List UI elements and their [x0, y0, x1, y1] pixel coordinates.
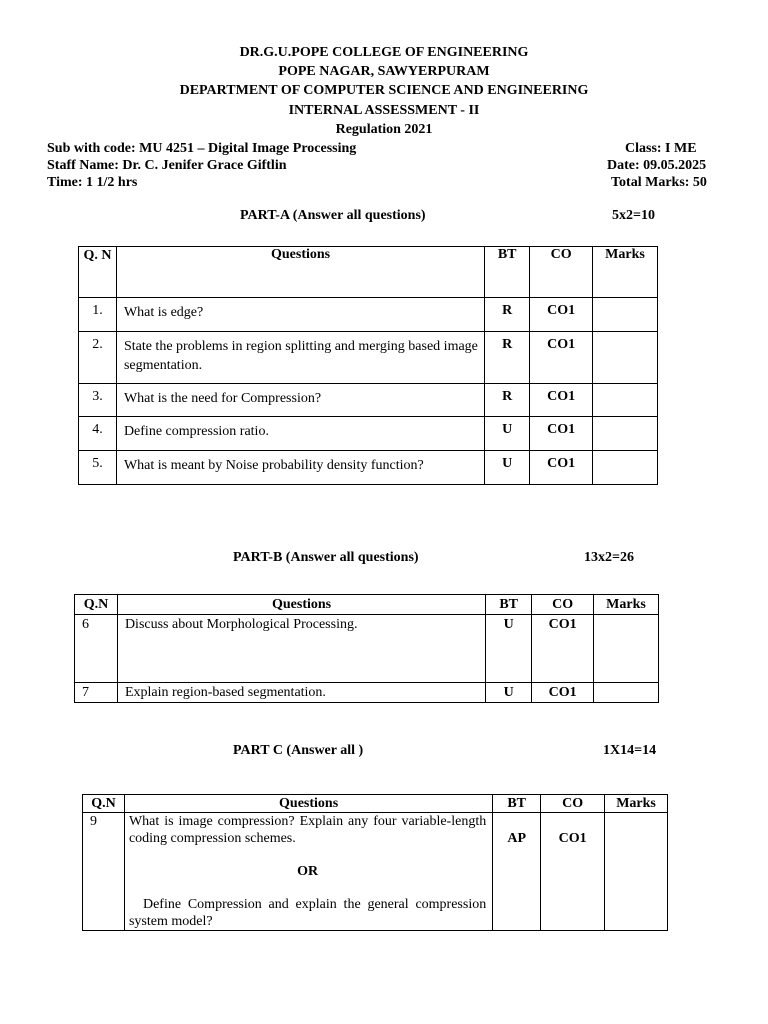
table-row — [79, 332, 658, 384]
marks-cell — [593, 384, 658, 417]
part-b-table — [74, 594, 659, 703]
table-row — [75, 683, 659, 703]
question-text: What is edge? — [116, 298, 484, 332]
regulation: Regulation 2021 — [335, 122, 433, 137]
question-number: 4. — [79, 417, 117, 451]
bt-level: R — [485, 298, 530, 332]
question-number: 2. — [79, 332, 117, 384]
question-text-b: Define Compression and explain the general compression system model? — [128, 897, 487, 929]
marks-header: Marks — [594, 595, 659, 615]
bt-level: U — [485, 417, 530, 451]
part-b-title: PART-B (Answer all questions) — [233, 550, 419, 565]
question-cell — [124, 813, 492, 931]
question-text: Discuss about Morphological Processing. — [117, 615, 485, 683]
marks-cell — [593, 451, 658, 485]
table-row — [79, 451, 658, 485]
exam-title: INTERNAL ASSESSMENT - II — [288, 103, 480, 118]
question-number: 5. — [79, 451, 117, 485]
question-text: What is meant by Noise probability density function? — [116, 451, 484, 485]
qn-header: Q.N — [75, 595, 118, 615]
table-row — [79, 298, 658, 332]
question-text: State the problems in region splitting and merging based image segmentation. — [116, 332, 484, 384]
table-row — [79, 384, 658, 417]
co-header: CO — [530, 247, 593, 298]
college-address: POPE NAGAR, SAWYERPURAM — [278, 64, 490, 79]
marks-cell — [593, 298, 658, 332]
question-number: 6 — [75, 615, 118, 683]
marks-cell — [605, 813, 668, 931]
college-name: DR.G.U.POPE COLLEGE OF ENGINEERING — [239, 45, 529, 60]
marks-cell — [594, 615, 659, 683]
question-number: 1. — [79, 298, 117, 332]
total-marks: Total Marks: 50 — [611, 175, 707, 190]
co-header: CO — [532, 595, 594, 615]
bt-level: R — [485, 332, 530, 384]
table-row — [83, 813, 668, 931]
course-outcome: CO1 — [530, 451, 593, 485]
department-name: DEPARTMENT OF COMPUTER SCIENCE AND ENGINEERING — [179, 83, 589, 98]
part-c-table — [82, 794, 668, 931]
marks-cell — [593, 332, 658, 384]
bt-level: AP — [493, 813, 541, 931]
table-header-row — [79, 247, 658, 298]
bt-header: BT — [485, 247, 530, 298]
marks-cell — [594, 683, 659, 703]
marks-header: Marks — [593, 247, 658, 298]
co-header: CO — [541, 795, 605, 813]
course-outcome: CO1 — [541, 813, 605, 931]
bt-level: U — [485, 451, 530, 485]
bt-level: R — [485, 384, 530, 417]
course-outcome: CO1 — [530, 332, 593, 384]
table-header-row — [83, 795, 668, 813]
qn-header: Q. N — [79, 247, 117, 298]
questions-header: Questions — [124, 795, 492, 813]
exam-date: Date: 09.05.2025 — [607, 158, 707, 173]
or-separator: OR — [297, 864, 319, 879]
part-c-title: PART C (Answer all ) — [233, 743, 364, 758]
subject-code: Sub with code: MU 4251 – Digital Image Processing — [47, 141, 357, 156]
question-text: Explain region-based segmentation. — [117, 683, 485, 703]
question-text-a: What is image compression? Explain any four variable-length coding compression schemes. — [128, 814, 487, 846]
marks-header: Marks — [605, 795, 668, 813]
course-outcome: CO1 — [530, 417, 593, 451]
bt-header: BT — [486, 595, 532, 615]
questions-header: Questions — [117, 595, 485, 615]
course-outcome: CO1 — [530, 384, 593, 417]
part-a-table — [78, 246, 658, 485]
course-outcome: CO1 — [530, 298, 593, 332]
part-b-marks: 13x2=26 — [584, 550, 634, 565]
part-c-marks: 1X14=14 — [603, 743, 657, 758]
questions-header: Questions — [116, 247, 484, 298]
table-header-row — [75, 595, 659, 615]
bt-header: BT — [493, 795, 541, 813]
question-number: 9 — [83, 813, 125, 931]
table-row — [79, 417, 658, 451]
table-row — [75, 615, 659, 683]
question-text: What is the need for Compression? — [116, 384, 484, 417]
course-outcome: CO1 — [532, 615, 594, 683]
bt-level: U — [486, 615, 532, 683]
question-text: Define compression ratio. — [116, 417, 484, 451]
course-outcome: CO1 — [532, 683, 594, 703]
staff-name: Staff Name: Dr. C. Jenifer Grace Giftlin — [47, 158, 287, 173]
qn-header: Q.N — [83, 795, 125, 813]
class-info: Class: I ME — [625, 141, 697, 156]
question-number: 7 — [75, 683, 118, 703]
question-number: 3. — [79, 384, 117, 417]
marks-cell — [593, 417, 658, 451]
part-a-marks: 5x2=10 — [612, 208, 655, 223]
part-a-title: PART-A (Answer all questions) — [240, 208, 426, 223]
bt-level: U — [486, 683, 532, 703]
exam-time: Time: 1 1/2 hrs — [47, 175, 138, 190]
